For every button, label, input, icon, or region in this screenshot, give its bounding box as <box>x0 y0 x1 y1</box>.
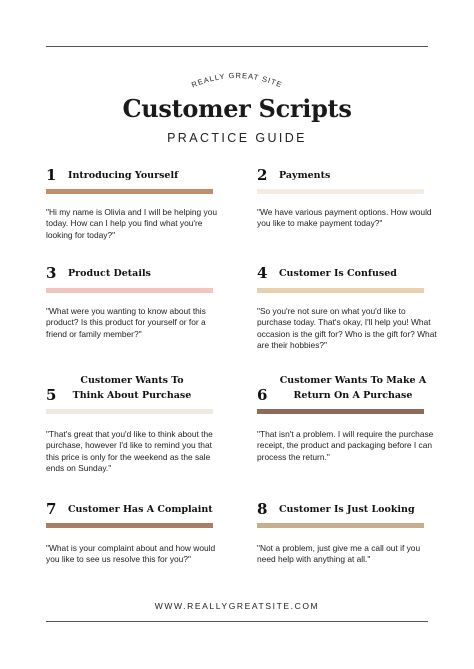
section-number: 1 <box>46 166 57 184</box>
section-heading: Product Details <box>68 268 151 279</box>
section-heading: Introducing Yourself <box>68 170 179 181</box>
section-number: 6 <box>257 386 268 404</box>
section-number: 4 <box>257 264 268 282</box>
section-number: 2 <box>257 166 268 184</box>
svg-text:REALLY GREAT SITE: REALLY GREAT SITE <box>190 70 284 90</box>
section-heading: Customer Has A Complaint <box>68 504 213 515</box>
footer-website[interactable]: WWW.REALLYGREATSITE.COM <box>154 601 320 611</box>
section-number: 3 <box>46 264 57 282</box>
section-heading: Payments <box>279 170 331 181</box>
section-number: 8 <box>257 500 268 518</box>
bottom-rule <box>46 621 428 622</box>
section-heading: Customer Is Just Looking <box>279 504 415 515</box>
section-color-bar <box>257 523 424 528</box>
section-script: "So you're not sure on what you'd like to purchase today. That's okay, I'll help you! What occasion is the gift for? Who is the gift for? What are their hobbies?" <box>257 306 437 351</box>
section-number: 5 <box>46 386 57 404</box>
section-color-bar <box>46 288 213 293</box>
section-color-bar <box>46 523 213 528</box>
section-script: "What is your complaint about and how would you like to see us resolve this for you?" <box>46 543 216 565</box>
page-title: Customer Scripts <box>122 94 352 123</box>
page-subtitle: PRACTICE GUIDE <box>167 131 307 145</box>
section-color-bar <box>257 288 424 293</box>
section-color-bar <box>257 409 424 414</box>
section-heading: Customer Is Confused <box>279 268 397 279</box>
section-heading: Customer Wants To Make A Return On A Purchase <box>279 375 427 401</box>
section-script: "We have various payment options. How would you like to make payment today?" <box>257 207 432 229</box>
section-script: "What were you wanting to know about this product? Is this product for yourself or for a friend or family member?" <box>46 306 206 339</box>
section-script: "Hi my name is Olivia and I will be helping you today. How can I help you find what you're looking for today?" <box>46 207 218 240</box>
section-color-bar <box>257 189 424 194</box>
section-script: "Not a problem, just give me a call out if you need help with anything at all." <box>257 543 421 565</box>
top-rule <box>46 46 428 47</box>
section-number: 7 <box>46 500 57 518</box>
section-color-bar <box>46 409 213 414</box>
section-color-bar <box>46 189 213 194</box>
section-script: "That's great that you'd like to think about the purchase, however I'd like to remind you that this price is only for the weekend as the sale ends on Sunday." <box>46 429 213 474</box>
section-heading: Customer Wants To Think About Purchase <box>72 375 192 401</box>
section-script: "That isn't a problem. I will require the purchase receipt, the product and packaging before I can process the return." <box>257 429 434 462</box>
